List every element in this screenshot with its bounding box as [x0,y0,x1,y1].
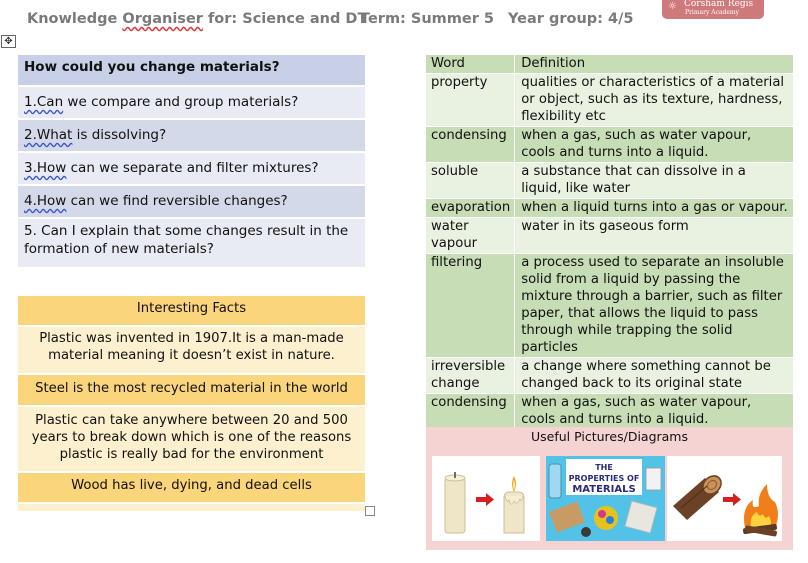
facts-spacer [18,504,365,511]
vocab-word: soluble [426,163,515,199]
table-row [426,394,793,430]
question-item: 3.How can we separate and filter mixtures? [18,153,365,186]
vocab-word: property [426,74,515,127]
question-item: 5. Can I explain that some changes result in the formation of new materials? [18,219,365,269]
vocab-word: evaporation [426,199,515,218]
pictures-title: Useful Pictures/Diagrams [530,429,688,444]
question-item: 4.How can we find reversible changes? [18,186,365,219]
vocab-definition: when a liquid turns into a gas or vapour. [515,199,793,218]
fact-item: Steel is the most recycled material in the world [18,375,365,407]
vocab-definition: qualities or characteristics of a material or object, such as its texture, hardness, flexibility etc [515,74,793,127]
crest-icon: ☼ [668,1,677,12]
candle-melting-picture [432,456,540,541]
table-row [426,127,793,163]
logo-name: Corsham Regis [684,0,754,9]
vocab-word: condensing [426,127,515,163]
fact-item: Wood has live, dying, and dead cells [18,473,365,504]
pictures-panel [426,427,793,550]
questions-panel [18,55,365,269]
properties-of-materials-picture [546,456,665,541]
vocab-definition: when a gas, such as water vapour, cools and turns into a liquid. [515,394,793,430]
log-burning-picture [667,456,782,541]
vocab-definition: a change where something cannot be changed back to its original state [515,358,793,394]
move-icon[interactable]: ✥ [1,35,16,48]
red-arrow-icon [476,493,494,506]
questions-heading: How could you change materials? [18,55,365,87]
table-row [426,74,793,127]
column-header-definition: Definition [515,55,793,74]
vocab-word: condensing [426,394,515,430]
melted-candle-icon [504,476,524,533]
table-row [426,358,793,394]
log-icon [673,472,725,520]
facts-heading: Interesting Facts [18,296,365,327]
year-group-label: Year group: 4/5 [508,11,634,27]
fire-icon [743,484,778,537]
vocab-definition: a substance that can dissolve in a liquid, like water [515,163,793,199]
resize-handle[interactable] [365,506,375,516]
vocab-definition: water in its gaseous form [515,218,793,254]
candle-icon [445,472,465,533]
vocab-word: water vapour [426,218,515,254]
vocab-word: filtering [426,254,515,358]
interesting-facts-panel [18,296,365,511]
red-arrow-icon [723,493,741,506]
column-header-word: Word [426,55,515,74]
vocab-definition: when a gas, such as water vapour, cools and turns into a liquid. [515,127,793,163]
logo-subtitle: Primary Academy [685,9,739,16]
materials-poster-title: THE PROPERTIES OF MATERIALS [568,463,640,495]
spellcheck-word: Organiser [122,11,203,27]
school-logo [662,0,764,19]
question-item: 2.What is dissolving? [18,120,365,153]
vocabulary-table [426,55,793,430]
table-row [426,218,793,254]
table-row [426,254,793,358]
vocab-word: irreversible change [426,358,515,394]
table-row [426,163,793,199]
fact-item: Plastic can take anywhere between 20 and 500 years to break down which is one of the reasons plastic is really bad for the environment [18,407,365,473]
vocab-definition: a process used to separate an insoluble solid from a liquid by passing the mixture through a barrier, such as filter paper, that allows the liquid to pass through while trapping the solid particles [515,254,793,358]
fact-item: Plastic was invented in 1907.It is a man-made material meaning it doesn’t exist in nature. [18,327,365,375]
question-item: 1.Can we compare and group materials? [18,87,365,120]
term-label: Term: Summer 5 [360,11,495,27]
document-title: Knowledge Organiser for: Science and DT [27,11,368,27]
table-header-row [426,55,793,74]
table-row [426,199,793,218]
